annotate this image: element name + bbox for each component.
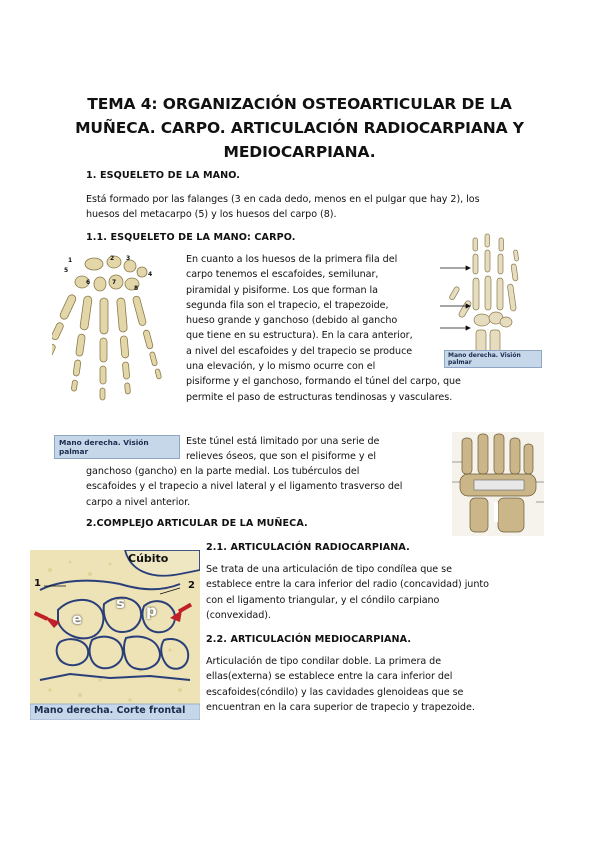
label-1: 1 [34,578,41,589]
frontal-section-illustration [30,550,200,720]
text-line: piramidal y pisiforme. Los que forman la [186,284,378,296]
text-line: Está formado por las falanges (3 en cada dedo, menos en el pulgar que hay 2), los [86,194,480,205]
title-line-2: MUÑECA. CARPO. ARTICULACIÓN RADIOCARPIANA Y [75,119,524,137]
text-line: carpo tenemos el escafoides, semilunar, [186,269,379,281]
text-line: a nivel del escafoides y del trapecio se produce [186,345,413,357]
carpal-number: 8 [134,285,139,292]
text-line: carpo a nivel anterior. [86,496,191,508]
label-2: 2 [188,580,195,591]
hand-skeleton-illustration [52,252,184,442]
section-2-heading: 2.COMPLEJO ARTICULAR DE LA MUÑECA. [86,518,308,529]
text-line: una elevación, y lo mismo ocurre con el [186,361,376,373]
frontal-section-figure [30,550,200,720]
section-2-1-heading: 2.1. ARTICULACIÓN RADIOCARPIANA. [206,542,410,553]
section-2-1-paragraph [206,562,526,623]
text-line: segunda fila son el trapecio, el trapezoide, [186,299,389,311]
text-line: pisiforme y el ganchoso, formando el túnel del carpo, que [186,376,461,388]
text-line: (convexidad). [206,609,271,621]
figure-caption-frontal: Mano derecha. Corte frontal [34,705,186,716]
carpal-number: 6 [86,279,91,286]
figure-caption: Mano derecha. Visión palmar [54,435,180,459]
hand-skeleton-right-illustration [440,230,540,358]
text-line: ellas(externa) se establece entre la cara inferior del [206,671,453,683]
section-1-heading: 1. ESQUELETO DE LA MANO. [86,170,241,181]
text-line: encuentran en la cara superior de trapecio y trapezoide. [206,701,475,713]
label-e: e [72,610,83,628]
section-1-1-heading: 1.1. ESQUELETO DE LA MANO: CARPO. [86,232,296,243]
text-line: huesos del metacarpo (5) y los huesos del carpo (8). [86,209,337,221]
carpal-number: 3 [126,255,131,262]
label-cubito: Cúbito [128,552,169,565]
section-1-1-paragraph-2b [86,464,446,510]
text-line: permite el paso de estructuras tendinosas y vasculares. [186,391,453,403]
hand-skeleton-right-figure [440,230,540,358]
label-s: s [116,594,125,612]
section-1-1-paragraph-2a [186,434,486,465]
text-line: que tiene en su estructura). En la cara anterior, [186,330,413,342]
text-line: hueso grande y ganchoso (debido al gancho [186,315,398,327]
text-line: con el ligamento triangular, y el cóndilo carpiano [206,594,440,606]
text-line: Articulación de tipo condilar doble. La primera de [206,656,442,667]
text-line: escafoides(cóndilo) y las cavidades glenoideas que se [206,686,464,698]
text-line: Este túnel está limitado por una serie de [186,436,380,447]
figure-caption-right: Mano derecha. Visión palmar [444,350,542,368]
carpal-number: 2 [110,255,115,262]
hand-skeleton-figure [52,252,184,442]
text-line: En cuanto a los huesos de la primera fila del [186,254,398,265]
text-line: Se trata de una articulación de tipo condílea que se [206,564,452,575]
carpal-number: 7 [112,279,117,286]
title-line-3: MEDIOCARPIANA. [223,143,376,161]
carpal-tunnel-illustration [452,432,544,536]
section-1-paragraph [86,192,526,223]
section-2-2-paragraph [206,654,526,715]
text-line: escafoides y el trapecio a nivel lateral y el ligamento trasverso del [86,481,403,493]
section-2-2-heading: 2.2. ARTICULACIÓN MEDIOCARPIANA. [206,634,412,645]
text-line: ganchoso (gancho) en la parte medial. Los tubérculos del [86,466,360,477]
carpal-tunnel-figure [452,432,544,536]
carpal-number: 1 [68,257,73,264]
page-title [60,92,539,164]
title-line-1: TEMA 4: ORGANIZACIÓN OSTEOARTICULAR DE LA [87,95,512,113]
carpal-number: 4 [148,271,153,278]
text-line: relieves óseos, que son el pisiforme y el [186,451,376,463]
label-p: p [146,602,157,620]
carpal-number: 5 [64,267,69,274]
text-line: establece entre la cara inferior del radio (concavidad) junto [206,579,489,591]
